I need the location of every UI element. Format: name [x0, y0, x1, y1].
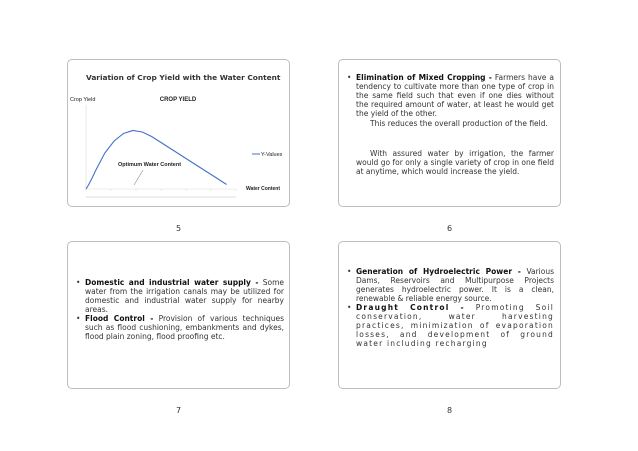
slide-water-supply — [67, 241, 290, 389]
bullet-list — [347, 267, 554, 348]
bullet-text: Some water from the irrigation canals may be utilized for domestic and industrial water supply for nearby areas. — [85, 278, 285, 314]
bullet-text: Provision of various techniques such as flood cushioning, embankments and dykes, flood plain zoning, flood proofing etc. — [85, 314, 284, 341]
bullet-heading: Generation of Hydroelectric Power - — [356, 267, 521, 276]
annotation-arrow — [134, 170, 143, 185]
bullet-icon: • — [76, 314, 81, 323]
bullet-water-supply — [76, 278, 284, 314]
page-number: 6 — [446, 224, 453, 233]
series-line-y-values — [86, 131, 227, 190]
legend-label-y-values: Y-Values — [261, 152, 283, 158]
slide-mixed-cropping — [338, 59, 561, 207]
bullet-mixed-cropping — [347, 73, 554, 118]
bullet-icon: • — [347, 303, 353, 312]
bullet-icon: • — [76, 278, 81, 287]
chart-title: CROP YIELD — [159, 97, 197, 103]
bullet-text: Farmers have a tendency to cultivate more than one type of crop in the same field such that even if one dies without the required amount of water, at least he would get the yield of the other. — [356, 73, 554, 118]
annotation-optimum: Optimum Water Content — [118, 162, 182, 168]
bullet-heading: Domestic and industrial water supply - — [85, 278, 259, 287]
bullet-heading: Flood Control - — [85, 314, 154, 323]
bullet-icon: • — [347, 73, 352, 82]
y-axis-label: Crop Yield — [70, 97, 96, 103]
bullet-text: Various Dams, Reservoirs and Multipurpose Projects generates hydroelectric power. It is a clean, renewable & reliable energy source. — [356, 267, 554, 303]
page-number: 8 — [446, 406, 453, 415]
slide-crop-yield-chart — [67, 59, 290, 207]
paragraph-production: This reduces the overall production of the field. — [370, 119, 548, 128]
bullet-text: Promoting Soil conservation, water harvesting practices, minimization of evaporation losses, and development of ground water including recharging — [356, 303, 554, 348]
paragraph-irrigation: With assured water by irrigation, the farmer would go for only a single variety of crop in one field at anytime, which would increase the yield. — [356, 149, 554, 176]
page-number: 5 — [175, 224, 182, 233]
bullet-list — [76, 278, 284, 341]
bullet-heading: Elimination of Mixed Cropping - — [356, 73, 492, 82]
bullet-icon: • — [347, 267, 352, 276]
bullet-list — [347, 73, 554, 118]
bullet-flood-control — [76, 314, 284, 341]
bullet-heading: Draught Control - — [356, 303, 465, 312]
bullet-draught-control — [347, 303, 554, 348]
slide-hydroelectric — [338, 241, 561, 389]
page-number: 7 — [175, 406, 182, 415]
x-axis-label: Water Content — [246, 186, 280, 192]
bullet-hydroelectric — [347, 267, 554, 303]
crop-yield-chart — [68, 60, 291, 208]
slide-title: Variation of Crop Yield with the Water Content — [86, 73, 281, 82]
